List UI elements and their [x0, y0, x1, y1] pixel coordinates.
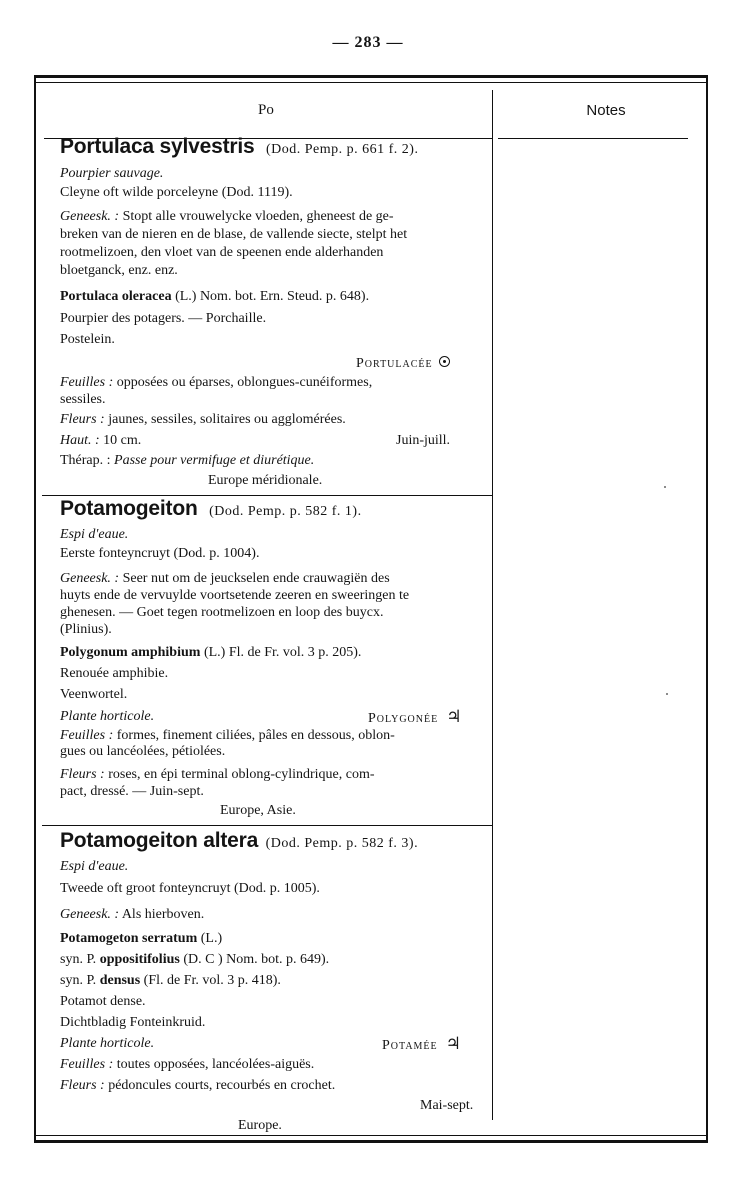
haut-value: 10 cm.	[103, 433, 142, 448]
entry-divider-2	[42, 825, 492, 826]
geneesk-line	[60, 570, 390, 587]
column-header-notes: Notes	[586, 102, 626, 119]
geneesk-text: Seer nut om de jeuckselen ende crauwagiën des	[122, 571, 390, 586]
common-name-fr: Pourpier des potagers. — Porchaille.	[60, 311, 267, 326]
synonym-line	[60, 951, 329, 968]
synonym-name: oppositifolius	[99, 952, 180, 967]
geneesk-label: Geneesk. :	[60, 907, 120, 922]
family-label: Polygonée ♃	[368, 707, 462, 726]
feuilles-text: opposées ou éparses, oblongues-cunéiformes,	[116, 375, 373, 390]
plante-label: Plante horticole.	[60, 1036, 155, 1051]
feuilles-text: formes, finement ciliées, pâles en dessous, oblon-	[116, 728, 395, 743]
feuilles-label: Feuilles :	[60, 1057, 114, 1072]
synonym-reference: (Fl. de Fr. vol. 3 p. 418).	[143, 973, 281, 988]
feuilles-line	[60, 1056, 314, 1073]
feuilles-label: Feuilles :	[60, 375, 114, 390]
fleurs-text: roses, en épi terminal oblong-cylindrique, com-	[108, 767, 375, 782]
common-name-fr: Potamot dense.	[60, 994, 146, 1009]
distribution: Europe méridionale.	[208, 473, 323, 488]
family-label: Portulacée	[356, 355, 450, 372]
therap-text: Passe pour vermifuge et diurétique.	[114, 453, 315, 468]
fleurs-label: Fleurs :	[60, 1078, 105, 1093]
fleurs-label: Fleurs :	[60, 412, 105, 427]
vernacular-nl: Tweede oft groot fonteyncruyt (Dod. p. 1005).	[60, 881, 320, 896]
synonym-prefix: syn. P.	[60, 973, 97, 988]
geneesk-text: (Plinius).	[60, 622, 112, 637]
family-label: Potamée ♃	[382, 1034, 461, 1053]
feuilles-text: sessiles.	[60, 392, 106, 407]
feuilles-text: gues ou lancéolées, pétiolées.	[60, 744, 226, 759]
genus-name: Potamogeiton altera	[60, 829, 259, 852]
entry-heading	[60, 829, 419, 852]
species-reference: (L.) Fl. de Fr. vol. 3 p. 205).	[203, 645, 362, 660]
geneesk-line	[60, 906, 204, 923]
perennial-symbol-icon: ♃	[445, 1034, 461, 1053]
geneesk-text: bloetganck, enz. enz.	[60, 263, 178, 278]
fleurs-line	[60, 411, 346, 428]
vernacular-fr: Pourpier sauvage.	[60, 166, 164, 181]
vernacular-nl: Eerste fonteyncruyt (Dod. p. 1004).	[60, 546, 260, 561]
feuilles-label: Feuilles :	[60, 728, 114, 743]
frame-inner-bottom-rule	[36, 1135, 706, 1136]
geneesk-text: rootmelizoen, den vloet van de speenen ende alderhanden	[60, 245, 384, 260]
plante-label: Plante horticole.	[60, 709, 155, 724]
speck	[664, 486, 666, 488]
column-divider	[492, 90, 493, 1120]
vernacular-fr: Espi d'eaue.	[60, 859, 129, 874]
geneesk-text: Als hierboven.	[121, 907, 205, 922]
common-name-nl: Dichtbladig Fonteinkruid.	[60, 1015, 206, 1030]
therap-label: Thérap. :	[60, 453, 111, 468]
synonym-line	[60, 972, 281, 989]
reference: (Dod. Pemp. p. 661 f. 2).	[265, 142, 419, 157]
common-name-nl: Veenwortel.	[60, 687, 128, 702]
species-name: Portulaca oleracea	[60, 289, 172, 304]
fleurs-line	[60, 1077, 335, 1094]
species-line	[60, 644, 361, 661]
fleurs-text: jaunes, sessiles, solitaires ou agglomérées.	[108, 412, 346, 427]
fleurs-line	[60, 766, 375, 783]
reference: (Dod. Pemp. p. 582 f. 1).	[209, 504, 362, 519]
fleurs-text: pact, dressé. — Juin-sept.	[60, 784, 204, 799]
geneesk-text: ghenesen. — Goet tegen rootmelizoen en loop des buycx.	[60, 605, 384, 620]
fleurs-label: Fleurs :	[60, 767, 105, 782]
species-reference: (L.)	[200, 931, 223, 946]
entry-heading	[60, 497, 362, 520]
genus-name: Potamogeiton	[60, 497, 198, 520]
species-line	[60, 288, 369, 305]
haut-line	[60, 432, 484, 449]
reference: (Dod. Pemp. p. 582 f. 3).	[265, 836, 419, 851]
entry-heading	[60, 135, 419, 158]
geneesk-text: Stopt alle vrouwelycke vloeden, gheneest de ge-	[122, 209, 394, 224]
frame-inner-top-rule	[36, 82, 706, 83]
flowering-period: Mai-sept.	[420, 1098, 474, 1113]
perennial-symbol-icon: ♃	[446, 707, 462, 726]
vernacular-fr: Espi d'eaue.	[60, 527, 129, 542]
synonym-name: densus	[99, 973, 141, 988]
flowering-period: Juin-juill.	[396, 433, 451, 448]
vernacular-nl: Cleyne oft wilde porceleyne (Dod. 1119).	[60, 185, 293, 200]
notes-header-rule	[498, 138, 688, 139]
fleurs-text: pédoncules courts, recourbés en crochet.	[108, 1078, 336, 1093]
distribution: Europe.	[238, 1118, 282, 1133]
common-name-fr: Renouée amphibie.	[60, 666, 169, 681]
speck	[666, 693, 668, 695]
synonym-reference: (D. C ) Nom. bot. p. 649).	[183, 952, 330, 967]
common-name-nl: Postelein.	[60, 332, 115, 347]
geneesk-line	[60, 208, 394, 225]
distribution: Europe, Asie.	[220, 803, 296, 818]
haut-label: Haut. :	[60, 433, 100, 448]
geneesk-text: breken van de nieren en de blase, de vallende siecte, stelpt het	[60, 227, 408, 242]
feuilles-line	[60, 727, 395, 744]
geneesk-text: huyts ende de vervuylde voortsetende zeeren en sweeringen te	[60, 588, 410, 603]
entry-divider-1	[42, 495, 492, 496]
feuilles-line	[60, 374, 372, 391]
synonym-prefix: syn. P.	[60, 952, 97, 967]
species-line	[60, 930, 222, 947]
geneesk-label: Geneesk. :	[60, 209, 120, 224]
species-name: Potamogeton serratum	[60, 931, 198, 946]
feuilles-text: toutes opposées, lancéolées-aiguës.	[116, 1057, 315, 1072]
column-header-po: Po	[258, 102, 274, 118]
species-reference: (L.) Nom. bot. Ern. Steud. p. 648).	[175, 289, 370, 304]
geneesk-label: Geneesk. :	[60, 571, 120, 586]
therap-line	[60, 452, 314, 469]
species-name: Polygonum amphibium	[60, 645, 201, 660]
page-number: — 283 —	[332, 34, 404, 51]
annual-symbol-icon	[439, 356, 450, 367]
genus-name: Portulaca sylvestris	[60, 135, 255, 158]
